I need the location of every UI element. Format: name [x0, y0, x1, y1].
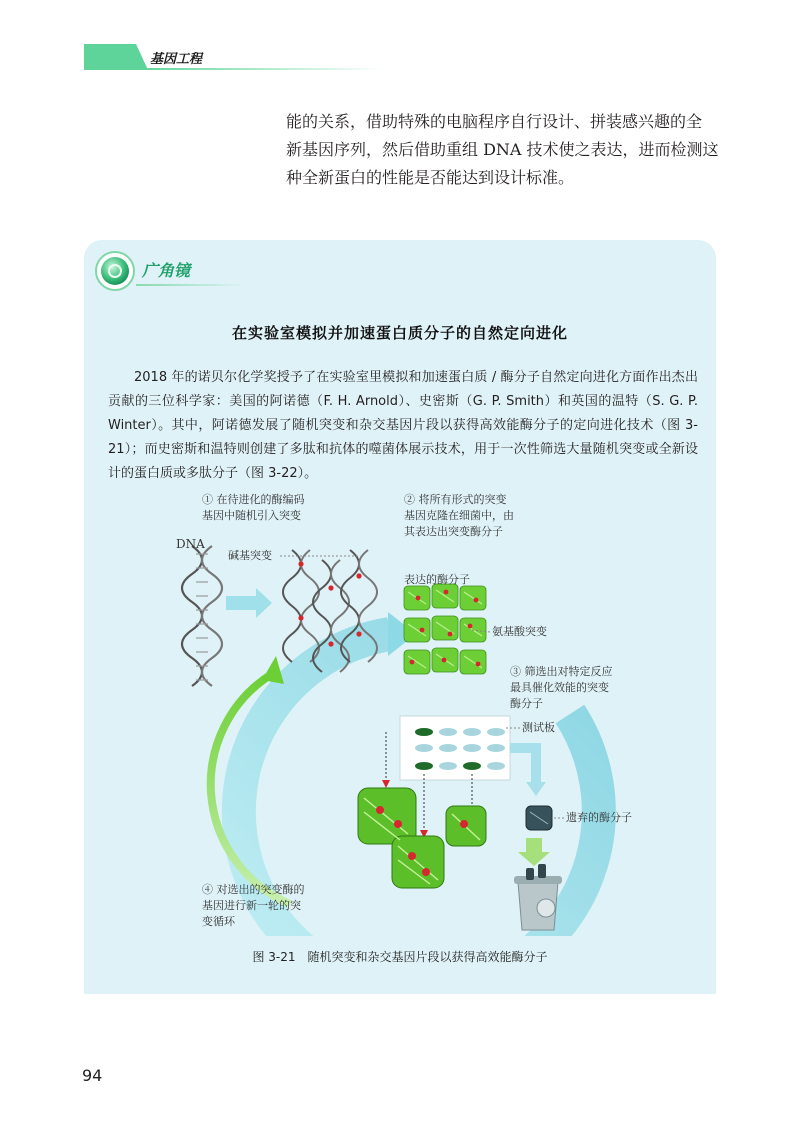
intro-line: 新基因序列，然后借助重组 DNA 技术使之表达，进而检测这 — [286, 140, 719, 159]
chapter-header-tab — [84, 44, 384, 70]
intro-line: 种全新蛋白的性能是否能达到设计标准。 — [286, 168, 575, 187]
page-number: 94 — [82, 1066, 103, 1085]
discarded-enzyme — [526, 806, 552, 830]
dna-label: DNA — [176, 537, 205, 551]
step3-label: ③ 筛选出对特定反应 最具催化效能的突变 酶分子 — [510, 665, 613, 710]
header-tab-shape — [84, 44, 384, 70]
expressed-enzyme-label: 表达的酶分子 — [404, 573, 470, 586]
trash-bin-icon — [514, 864, 562, 930]
lens-icon — [94, 250, 136, 292]
box-paragraph: 2018 年的诺贝尔化学奖授予了在实验室里模拟和加速蛋白质 / 酶分子自然定向进化方面作出杰出贡献的三位科学家：美国的阿诺德（F. H. Arnold）、史密斯（G. P. Smith）和英国的温特（S. G. P. Winter）。其中，阿诺德发展了随机突变和杂交基因片段以获得高效能酶分子的定向进化技术（图 3-21）；而史密斯和温特则创建了多肽和抗体的噬菌体展示技术，用于一次性筛选大量随机突变或全新设计的蛋白质或多肽分子（图 3-22）。 — [108, 370, 698, 481]
base-mutation-label: 碱基突变 — [228, 549, 272, 562]
step4-label: ④ 对选出的突变酶的 基因进行新一轮的突 变循环 — [202, 883, 305, 928]
test-plate — [400, 716, 510, 780]
figure-caption: 图 3-21 随机突变和杂交基因片段以获得高效能酶分子 — [252, 950, 548, 964]
intro-line: 能的关系，借助特殊的电脑程序自行设计、拼装感兴趣的全 — [286, 112, 703, 131]
step1-label: ① 在待进化的酶编码 基因中随机引入突变 — [202, 493, 305, 522]
box-tag-label: 广角镜 — [142, 261, 191, 280]
dna-helix — [182, 546, 222, 686]
amino-acid-mutation-label: 氨基酸突变 — [492, 625, 547, 638]
box-title: 在实验室模拟并加速蛋白质分子的自然定向进化 — [231, 324, 568, 342]
box-body — [108, 366, 698, 486]
expressed-enzyme-grid — [404, 584, 486, 674]
discarded-enzyme-label: 遗弃的酶分子 — [566, 811, 632, 824]
selected-enzymes — [358, 788, 486, 888]
tag-underline — [136, 284, 246, 286]
intro-paragraph — [286, 108, 726, 192]
mutation-arrow — [226, 588, 272, 618]
step2-label: ② 将所有形式的突变 基因克隆在细菌中，由 其表达出突变酶分子 — [404, 493, 514, 538]
test-plate-label: 测试板 — [522, 721, 555, 734]
chapter-title: 基因工程 — [150, 52, 203, 67]
